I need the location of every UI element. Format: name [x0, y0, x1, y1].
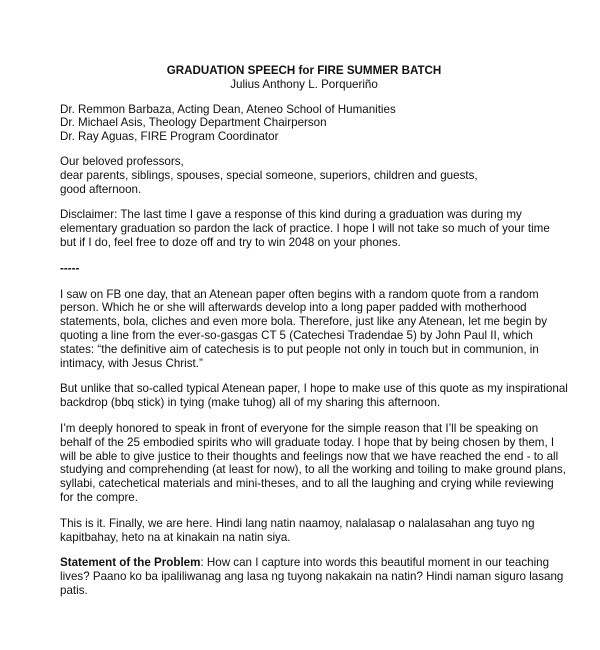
section-separator: ----- — [60, 261, 80, 275]
addressee-line: Dr. Remmon Barbaza, Acting Dean, Ateneo School of Humanities — [60, 102, 396, 116]
paragraph-line: backdrop (bbq stick) in tying (make tuhog) all of my sharing this afternoon. — [60, 396, 441, 410]
paragraph-line: kapitbahay, heto na at kinakain na natin siya. — [60, 530, 291, 544]
title-block — [48, 64, 560, 92]
paragraph-line: intimacy, with Jesus Christ.” — [60, 356, 203, 370]
paragraph-line: but if I do, feel free to doze off and try to win 2048 on your phones. — [60, 235, 401, 249]
greeting — [60, 155, 560, 196]
problem-first-line-text: : How can I capture into words this beautiful moment in our teaching — [200, 556, 550, 570]
paragraph-line: This is it. Finally, we are here. Hindi lang natin naamoy, nalalasap o nalalasahan ang tuyo ng — [60, 516, 535, 530]
opening-paragraph — [60, 288, 560, 371]
paragraph-line: quoting a line from the ever-so-gasgas CT 5 (Catechesi Tradendae 5) by John Paul II, which — [60, 328, 533, 342]
speech-author: Julius Anthony L. Porqueriño — [230, 77, 378, 91]
paragraph-line: Disclaimer: The last time I gave a response of this kind during a graduation was during my — [60, 208, 522, 222]
addressee-line: Dr. Michael Asis, Theology Department Chairperson — [60, 116, 327, 130]
paragraph-line: for the compre. — [60, 490, 138, 504]
paragraph-line: patis. — [60, 583, 88, 597]
paragraph-line: lives? Paano ko ba ipaliliwanag ang lasa ng tuyong nakakain na natin? Hindi naman siguro lasang — [60, 570, 564, 584]
paragraph-line: will be able to give justice to their thoughts and feelings now that we have reached the end - to all — [60, 449, 559, 463]
paragraph-line: elementary graduation so pardon the lack of practice. I hope I will not take so much of your time — [60, 222, 550, 236]
disclaimer-paragraph — [60, 208, 560, 249]
paragraph-line: I saw on FB one day, that an Atenean paper often begins with a random quote from a random — [60, 287, 539, 301]
honored-paragraph — [60, 421, 566, 505]
paragraph-line: studying and comprehending (at least for now), to all the working and toiling to make ground plans, — [60, 463, 566, 477]
greeting-line: Our beloved professors, — [60, 154, 184, 168]
paragraph-line: states: “the definitive aim of catechesis is to put people not only in touch but in communion, in — [60, 342, 539, 356]
addressee-line: Dr. Ray Aguas, FIRE Program Coordinator — [60, 130, 279, 144]
problem-label: Statement of the Problem — [60, 556, 201, 570]
speech-title: GRADUATION SPEECH for FIRE SUMMER BATCH — [166, 64, 442, 77]
paragraph-line: person. Which he or she will afterwards develop into a long paper padded with motherhood — [60, 301, 527, 315]
greeting-line: dear parents, siblings, spouses, special someone, superiors, children and guests, — [60, 168, 478, 182]
paragraph-line: But unlike that so-called typical Atenean paper, I hope to make use of this quote as my inspirational — [60, 382, 568, 396]
finally-paragraph — [60, 517, 560, 545]
paragraph-line: behalf of the 25 embodied spirits who will graduate today. I hope that by being chosen by them, I — [60, 435, 555, 449]
greeting-line: good afternoon. — [60, 182, 142, 196]
paragraph-line: syllabi, catechetical materials and mini-theses, and to all the laughing and crying while reviewing — [60, 477, 554, 491]
backdrop-paragraph — [60, 382, 568, 410]
problem-paragraph — [60, 556, 564, 597]
paragraph-line: statements, bola, cliches and even more bola. Therefore, just like any Atenean, let me begin by — [60, 315, 548, 329]
paragraph-line: I’m deeply honored to speak in front of everyone for the simple reason that I’ll be speaking on — [60, 421, 539, 435]
addressee-list — [60, 103, 560, 144]
problem-first-line — [60, 556, 560, 570]
